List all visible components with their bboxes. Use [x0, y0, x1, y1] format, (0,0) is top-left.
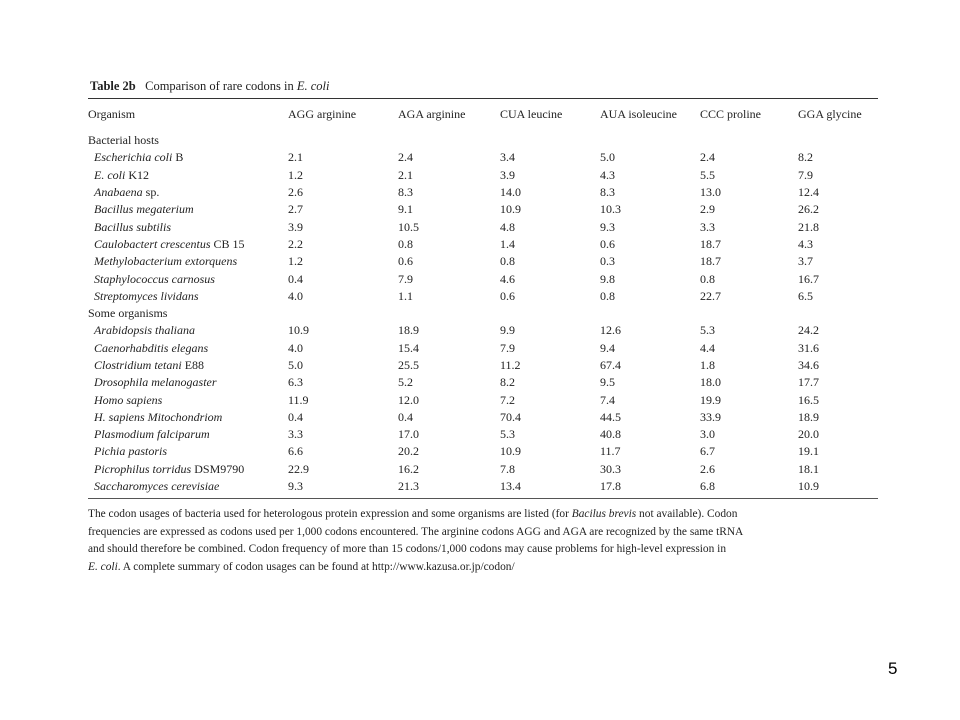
- value-cell: 18.9: [398, 323, 419, 338]
- footnote-line: [88, 559, 880, 577]
- footnote-text: . A complete summary of codon usages can be found at http://www.kazusa.or.jp/codon/: [117, 561, 515, 574]
- value-cell: 10.9: [798, 479, 819, 494]
- value-cell: 20.0: [798, 427, 819, 442]
- value-cell: 18.7: [700, 254, 721, 269]
- organism-name-italic: Drosophila melanogaster: [94, 375, 217, 390]
- organism-name-italic: Escherichia coli: [94, 150, 173, 165]
- value-cell: 12.0: [398, 392, 419, 407]
- table-body: [88, 128, 878, 498]
- table-row: [88, 357, 878, 374]
- organism-name-plain: DSM9790: [191, 461, 245, 476]
- organism-name-italic: Bacillus subtilis: [94, 219, 172, 234]
- organism-cell: [88, 184, 288, 201]
- value-cell: 0.8: [500, 254, 515, 269]
- value-cell: 7.9: [798, 167, 813, 182]
- value-cell: 5.3: [700, 323, 715, 338]
- value-cell: 3.3: [288, 427, 303, 442]
- organism-cell: [88, 391, 288, 408]
- organism-name-plain: B: [172, 150, 184, 165]
- value-cell: 8.3: [600, 185, 615, 200]
- value-cell: 17.8: [600, 479, 621, 494]
- organism-name-italic: Caenorhabditis elegans: [94, 340, 209, 355]
- value-cell: 0.6: [398, 254, 413, 269]
- value-cell: 24.2: [798, 323, 819, 338]
- column-header: Organism: [88, 106, 136, 121]
- value-cell: 4.4: [700, 340, 715, 355]
- value-cell: 0.4: [288, 409, 303, 424]
- table-footnote: [88, 506, 880, 576]
- value-cell: 0.4: [288, 271, 303, 286]
- footnote-italic: Bacilus brevis: [571, 508, 637, 521]
- value-cell: 2.6: [288, 185, 303, 200]
- organism-cell: [88, 149, 288, 166]
- value-cell: 12.4: [798, 185, 819, 200]
- header-row: [88, 99, 878, 128]
- table-row: [88, 409, 878, 426]
- value-cell: 3.4: [500, 150, 515, 165]
- organism-cell: [88, 426, 288, 443]
- organism-cell: [88, 288, 288, 305]
- group-row: [88, 128, 878, 149]
- organism-cell: [88, 357, 288, 374]
- organism-name-italic: Saccharomyces cerevisiae: [94, 479, 220, 494]
- footnote-line: [88, 506, 880, 524]
- value-cell: 3.7: [798, 254, 813, 269]
- table-row: [88, 218, 878, 235]
- column-header: AUA isoleucine: [600, 106, 677, 121]
- footnote-line: and should therefore be combined. Codon frequency of more than 15 codons/1,000 codons may cause problems for high-level expression in: [88, 543, 727, 556]
- value-cell: 8.2: [798, 150, 813, 165]
- value-cell: 17.7: [798, 375, 819, 390]
- value-cell: 34.6: [798, 358, 819, 372]
- organism-cell: [88, 461, 288, 478]
- value-cell: 9.3: [600, 219, 615, 234]
- value-cell: 17.0: [398, 427, 419, 442]
- table-row: [88, 184, 878, 201]
- value-cell: 10.9: [288, 323, 309, 338]
- value-cell: 4.6: [500, 271, 515, 286]
- value-cell: 5.5: [700, 167, 715, 182]
- value-cell: 5.2: [398, 375, 413, 390]
- column-header: AGG arginine: [288, 106, 357, 121]
- bottom-rule: [88, 498, 878, 499]
- table-row: [88, 391, 878, 408]
- organism-cell: [88, 201, 288, 218]
- organism-cell: [88, 374, 288, 391]
- value-cell: 67.4: [600, 358, 621, 372]
- organism-name-italic: Clostridium tetani: [94, 358, 182, 372]
- organism-cell: [88, 478, 288, 498]
- value-cell: 9.1: [398, 202, 413, 217]
- value-cell: 4.0: [288, 288, 303, 303]
- value-cell: 5.0: [288, 358, 303, 372]
- value-cell: 4.3: [600, 167, 615, 182]
- value-cell: 21.3: [398, 479, 419, 494]
- table-row: [88, 461, 878, 478]
- value-cell: 13.4: [500, 479, 521, 494]
- value-cell: 1.2: [288, 167, 303, 182]
- organism-cell: [88, 253, 288, 270]
- caption-title: [139, 79, 330, 93]
- value-cell: 9.5: [600, 375, 615, 390]
- value-cell: 7.9: [500, 340, 515, 355]
- organism-name-italic: Anabaena: [94, 185, 143, 200]
- value-cell: 1.4: [500, 236, 515, 251]
- value-cell: 9.3: [288, 479, 303, 494]
- value-cell: 2.9: [700, 202, 715, 217]
- value-cell: 9.8: [600, 271, 615, 286]
- value-cell: 4.8: [500, 219, 515, 234]
- value-cell: 12.6: [600, 323, 621, 338]
- value-cell: 31.6: [798, 340, 819, 355]
- table-row: [88, 340, 878, 357]
- value-cell: 0.8: [398, 236, 413, 251]
- organism-cell: [88, 443, 288, 460]
- table-row: [88, 149, 878, 166]
- value-cell: 0.8: [700, 271, 715, 286]
- value-cell: 18.7: [700, 236, 721, 251]
- footnote-italic: E. coli: [88, 561, 118, 574]
- value-cell: 7.9: [398, 271, 413, 286]
- value-cell: 40.8: [600, 427, 621, 442]
- value-cell: 26.2: [798, 202, 819, 217]
- value-cell: 6.7: [700, 444, 715, 459]
- organism-name-plain: sp.: [142, 185, 160, 200]
- table-row: [88, 322, 878, 339]
- table-row: [88, 478, 878, 498]
- table-row: [88, 253, 878, 270]
- organism-name-italic: H. sapiens Mitochondriom: [94, 409, 223, 424]
- value-cell: 7.2: [500, 392, 515, 407]
- value-cell: 20.2: [398, 444, 419, 459]
- organism-name-italic: Plasmodium falciparum: [94, 427, 210, 442]
- value-cell: 0.4: [398, 409, 413, 424]
- value-cell: 8.2: [500, 375, 515, 390]
- value-cell: 5.0: [600, 150, 615, 165]
- value-cell: 22.7: [700, 288, 721, 303]
- footnote-line: frequencies are expressed as codons used per 1,000 codons encountered. The arginine codons AGG and AGA are recognized by the same tRNA: [88, 525, 744, 538]
- value-cell: 2.7: [288, 202, 303, 217]
- value-cell: 10.9: [500, 444, 521, 459]
- organism-name-italic: E. coli: [94, 167, 126, 182]
- value-cell: 16.2: [398, 461, 419, 476]
- value-cell: 9.9: [500, 323, 515, 338]
- value-cell: 6.3: [288, 375, 303, 390]
- organism-name-plain: E88: [181, 358, 205, 372]
- value-cell: 10.9: [500, 202, 521, 217]
- footnote-text: The codon usages of bacteria used for heterologous protein expression and some organisms are listed (for: [88, 508, 572, 521]
- value-cell: 2.6: [700, 461, 715, 476]
- caption-title-text: Comparison of rare codons in: [145, 79, 297, 93]
- organism-name-plain: K12: [125, 167, 149, 182]
- table-block: [88, 78, 878, 577]
- table-row: [88, 426, 878, 443]
- value-cell: 4.0: [288, 340, 303, 355]
- value-cell: 11.7: [600, 444, 621, 459]
- value-cell: 5.3: [500, 427, 515, 442]
- value-cell: 2.2: [288, 236, 303, 251]
- value-cell: 4.3: [798, 236, 813, 251]
- value-cell: 14.0: [500, 185, 521, 200]
- value-cell: 9.4: [600, 340, 615, 355]
- caption-label: Table 2b: [90, 79, 136, 93]
- value-cell: 70.4: [500, 409, 521, 424]
- value-cell: 22.9: [288, 461, 309, 476]
- organism-cell: [88, 167, 288, 184]
- organism-name-italic: Pichia pastoris: [94, 444, 168, 459]
- value-cell: 19.9: [700, 392, 721, 407]
- table-row: [88, 288, 878, 305]
- value-cell: 3.9: [500, 167, 515, 182]
- footnote-text: not available). Codon: [636, 508, 738, 521]
- organism-cell: [88, 270, 288, 287]
- value-cell: 13.0: [700, 185, 721, 200]
- organism-name-italic: Homo sapiens: [94, 392, 163, 407]
- value-cell: 21.8: [798, 219, 819, 234]
- value-cell: 2.1: [398, 167, 413, 182]
- organism-cell: [88, 236, 288, 253]
- value-cell: 6.5: [798, 288, 813, 303]
- table-row: [88, 270, 878, 287]
- organism-name-italic: Bacillus megaterium: [94, 202, 194, 217]
- value-cell: 44.5: [600, 409, 621, 424]
- group-label: Some organisms: [88, 306, 168, 321]
- value-cell: 2.4: [398, 150, 413, 165]
- value-cell: 8.3: [398, 185, 413, 200]
- organism-name-italic: Streptomyces lividans: [94, 288, 199, 303]
- value-cell: 2.4: [700, 150, 715, 165]
- value-cell: 3.3: [700, 219, 715, 234]
- organism-cell: [88, 218, 288, 235]
- value-cell: 0.3: [600, 254, 615, 269]
- value-cell: 6.6: [288, 444, 303, 459]
- value-cell: 1.1: [398, 288, 413, 303]
- value-cell: 10.5: [398, 219, 419, 234]
- value-cell: 11.2: [500, 358, 521, 372]
- value-cell: 16.5: [798, 392, 819, 407]
- page-number: 5: [888, 659, 898, 678]
- value-cell: 15.4: [398, 340, 419, 355]
- value-cell: 3.9: [288, 219, 303, 234]
- value-cell: 19.1: [798, 444, 819, 459]
- organism-cell: [88, 322, 288, 339]
- value-cell: 3.0: [700, 427, 715, 442]
- organism-cell: [88, 340, 288, 357]
- column-header: GGA glycine: [798, 106, 862, 121]
- organism-name-italic: Methylobacterium extorquens: [94, 254, 238, 269]
- value-cell: 0.6: [500, 288, 515, 303]
- caption-title-italic: E. coli: [296, 79, 330, 93]
- value-cell: 33.9: [700, 409, 721, 424]
- organism-name-plain: CB 15: [210, 236, 245, 251]
- table-row: [88, 167, 878, 184]
- table-row: [88, 201, 878, 218]
- value-cell: 30.3: [600, 461, 621, 476]
- organism-cell: [88, 409, 288, 426]
- value-cell: 16.7: [798, 271, 819, 286]
- value-cell: 1.2: [288, 254, 303, 269]
- value-cell: 1.8: [700, 358, 715, 372]
- value-cell: 18.0: [700, 375, 721, 390]
- group-label: Bacterial hosts: [88, 133, 159, 148]
- organism-name-italic: Staphylococcus carnosus: [94, 271, 215, 286]
- table-row: [88, 443, 878, 460]
- table-caption: [90, 78, 878, 94]
- group-row: [88, 305, 878, 322]
- table-row: [88, 236, 878, 253]
- value-cell: 18.1: [798, 461, 819, 476]
- value-cell: 18.9: [798, 409, 819, 424]
- table-row: [88, 374, 878, 391]
- organism-name-italic: Caulobactert crescentus: [94, 236, 211, 251]
- value-cell: 10.3: [600, 202, 621, 217]
- value-cell: 0.6: [600, 236, 615, 251]
- value-cell: 0.8: [600, 288, 615, 303]
- column-header: CUA leucine: [500, 106, 563, 121]
- value-cell: 2.1: [288, 150, 303, 165]
- value-cell: 11.9: [288, 392, 309, 407]
- column-header: AGA arginine: [398, 106, 466, 121]
- column-header: CCC proline: [700, 106, 762, 121]
- value-cell: 7.4: [600, 392, 615, 407]
- value-cell: 6.8: [700, 479, 715, 494]
- organism-name-italic: Arabidopsis thaliana: [94, 323, 196, 338]
- organism-name-italic: Picrophilus torridus: [94, 461, 192, 476]
- codon-table: [88, 99, 878, 498]
- value-cell: 7.8: [500, 461, 515, 476]
- value-cell: 25.5: [398, 358, 419, 372]
